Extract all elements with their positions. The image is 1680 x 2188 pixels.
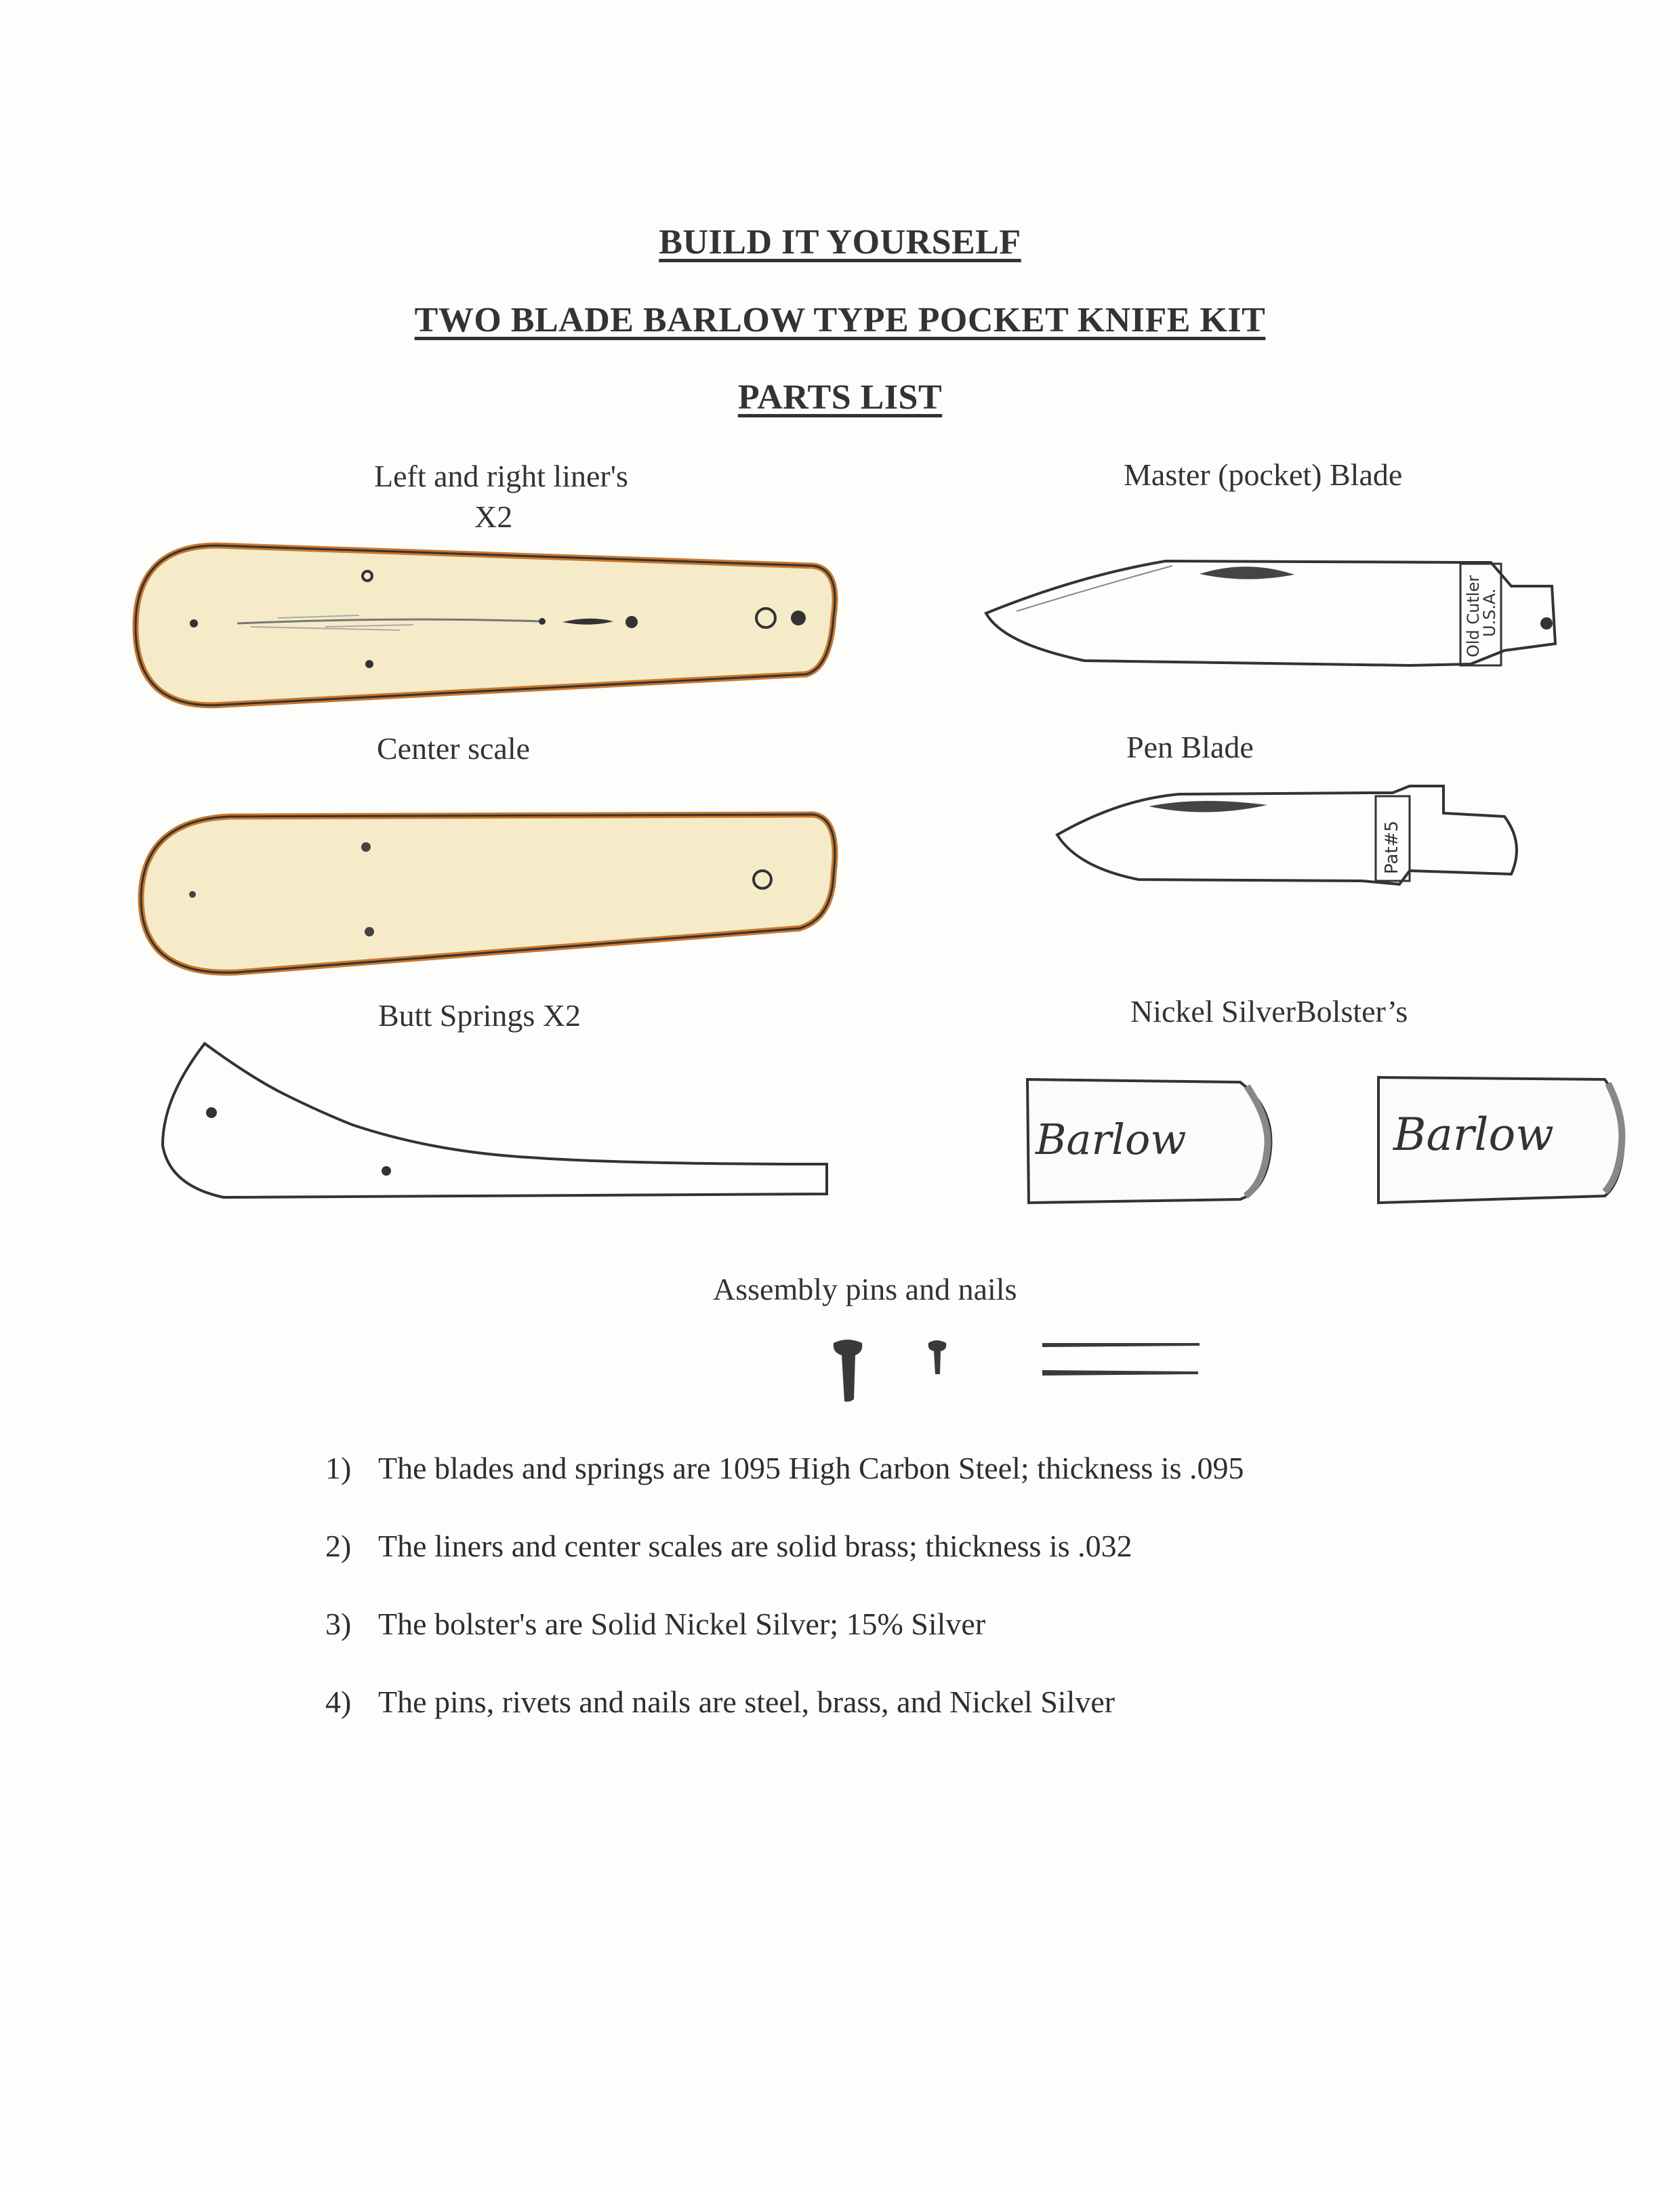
master-blade-stamp-1: Old Cutler bbox=[1464, 575, 1483, 657]
liners-label: Left and right liner's bbox=[374, 459, 628, 493]
master-blade-label: Master (pocket) Blade bbox=[1124, 457, 1403, 492]
master-blade-stamp-2: U.S.A. bbox=[1480, 588, 1499, 637]
liner-drawing bbox=[122, 529, 854, 725]
pins-and-nails-drawing bbox=[820, 1335, 1213, 1409]
center-scale-drawing bbox=[122, 800, 854, 989]
master-blade-drawing bbox=[976, 535, 1606, 684]
butt-spring-drawing bbox=[149, 1037, 834, 1213]
nail-icon bbox=[1042, 1343, 1200, 1376]
materials-notes bbox=[325, 1450, 1244, 1762]
pen-blade-stamp: Pat#5 bbox=[1382, 821, 1402, 874]
title-kit-name: TWO BLADE BARLOW TYPE POCKET KNIFE KIT bbox=[414, 301, 1266, 339]
pen-blade-drawing bbox=[1044, 779, 1532, 894]
center-scale-label: Center scale bbox=[377, 731, 531, 766]
note-item: 1) The blades and springs are 1095 High Carbon Steel; thickness is .095 bbox=[325, 1451, 1244, 1485]
note-item: 2) The liners and center scales are solid brass; thickness is .032 bbox=[325, 1529, 1132, 1563]
large-rivet-icon bbox=[834, 1340, 863, 1402]
note-item: 4) The pins, rivets and nails are steel, brass, and Nickel Silver bbox=[325, 1685, 1115, 1719]
bolster-right-drawing bbox=[1374, 1074, 1632, 1210]
title-parts-list: PARTS LIST bbox=[737, 378, 943, 417]
butt-springs-label: Butt Springs X2 bbox=[378, 998, 581, 1033]
liners-quantity: X2 bbox=[474, 499, 513, 534]
pins-label: Assembly pins and nails bbox=[713, 1272, 1017, 1306]
note-item: 3) The bolster's are Solid Nickel Silver; 15% Silver bbox=[325, 1607, 986, 1641]
small-rivet-icon bbox=[928, 1340, 947, 1374]
bolsters-label: Nickel SilverBolster’s bbox=[1130, 994, 1408, 1029]
bolster-left-engraving: Barlow bbox=[1036, 1115, 1187, 1164]
bolster-right-engraving: Barlow bbox=[1393, 1109, 1554, 1161]
pen-blade-label: Pen Blade bbox=[1126, 730, 1254, 764]
bolster-left-drawing bbox=[1023, 1074, 1281, 1210]
title-build-it-yourself: BUILD IT YOURSELF bbox=[659, 223, 1021, 262]
